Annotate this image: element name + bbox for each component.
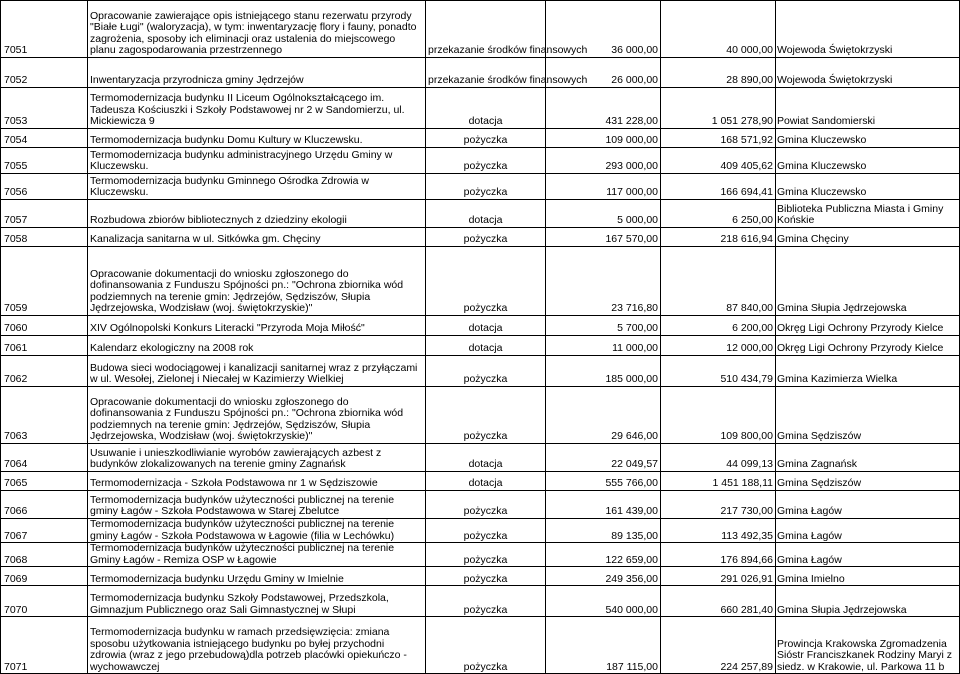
row-support-form: pożyczka xyxy=(426,356,546,387)
row-description: Opracowanie dokumentacji do wniosku zgłoszonego do dofinansowania z Funduszu Spójności pn.: "Ochrona zbiornika wód podziemnych na terenie gmin: Jędrzejów, Sędziszów, Słupia Jędrzejowska, Wodzisław (woj. świętokrzyskie)" xyxy=(88,247,426,316)
row-institution: Gmina Kluczewsko xyxy=(776,129,960,148)
row-description: Termomodernizacja budynku administracyjnego Urzędu Gminy w Kluczewsku. xyxy=(88,148,426,174)
row-description: Termomodernizacja budynków użyteczności publicznej na terenie gminy Łagów - Szkoła Podstawowa w Łagowie (filia w Lechówku) xyxy=(88,519,426,543)
row-institution: Gmina Imielno xyxy=(776,567,960,586)
row-amount: 187 115,00 xyxy=(546,617,661,674)
row-number: 7064 xyxy=(1,444,88,472)
row-support-form: pożyczka xyxy=(426,491,546,519)
row-support-form: dotacja xyxy=(426,336,546,356)
row-amount: 249 356,00 xyxy=(546,567,661,586)
row-institution: Gmina Sędziszów xyxy=(776,387,960,444)
row-total-cost: 12 000,00 xyxy=(661,336,776,356)
row-number: 7053 xyxy=(1,88,88,129)
row-amount: 5 000,00 xyxy=(546,200,661,228)
row-description: Budowa sieci wodociągowej i kanalizacji sanitarnej wraz z przyłączami w ul. Wesołej, Zielonej i Niecałej w Kazimierzy Wielkiej xyxy=(88,356,426,387)
row-description: Termomodernizacja budynku Szkoły Podstawowej, Przedszkola, Gimnazjum Publicznego oraz Sali Gimnastycznej w Słupi xyxy=(88,586,426,617)
row-institution: Okręg Ligi Ochrony Przyrody Kielce xyxy=(776,336,960,356)
row-total-cost: 168 571,92 xyxy=(661,129,776,148)
row-total-cost: 1 051 278,90 xyxy=(661,88,776,129)
row-description: Termomodernizacja budynku w ramach przedsięwzięcia: zmiana sposobu użytkowania istniejącego budynku po byłej przychodni zdrowia (wraz z jego przebudową)dla potrzeb placówki opiekuńczo - wychowawczej xyxy=(88,617,426,674)
row-institution: Gmina Łagów xyxy=(776,491,960,519)
table-row xyxy=(1,336,960,356)
row-amount: 11 000,00 xyxy=(546,336,661,356)
row-institution: Gmina Słupia Jędrzejowska xyxy=(776,247,960,316)
row-description: Inwentaryzacja przyrodnicza gminy Jędrzejów xyxy=(88,58,426,88)
row-description: Rozbudowa zbiorów bibliotecznych z dziedziny ekologii xyxy=(88,200,426,228)
row-description: Termomodernizacja - Szkoła Podstawowa nr 1 w Sędziszowie xyxy=(88,472,426,491)
row-description: Termomodernizacja budynków użyteczności publicznej na terenie Gminy Łagów - Remiza OSP w Łagowie xyxy=(88,543,426,567)
row-number: 7071 xyxy=(1,617,88,674)
row-institution: Gmina Kluczewsko xyxy=(776,148,960,174)
row-total-cost: 6 250,00 xyxy=(661,200,776,228)
row-amount: 109 000,00 xyxy=(546,129,661,148)
row-amount: 161 439,00 xyxy=(546,491,661,519)
row-number: 7058 xyxy=(1,228,88,247)
row-institution: Wojewoda Świętokrzyski xyxy=(776,1,960,58)
table-row xyxy=(1,444,960,472)
row-amount: 293 000,00 xyxy=(546,148,661,174)
table-row xyxy=(1,129,960,148)
row-institution: Okręg Ligi Ochrony Przyrody Kielce xyxy=(776,316,960,336)
row-institution: Powiat Sandomierski xyxy=(776,88,960,129)
row-amount: 117 000,00 xyxy=(546,174,661,200)
row-description: XIV Ogólnopolski Konkurs Literacki "Przyroda Moja Miłość" xyxy=(88,316,426,336)
row-support-form: pożyczka xyxy=(426,228,546,247)
row-amount: 185 000,00 xyxy=(546,356,661,387)
row-amount: 36 000,00 xyxy=(546,1,661,58)
table-row xyxy=(1,174,960,200)
row-support-form: przekazanie środków finansowych xyxy=(426,58,546,88)
row-support-form: pożyczka xyxy=(426,174,546,200)
row-total-cost: 166 694,41 xyxy=(661,174,776,200)
row-description: Usuwanie i unieszkodliwianie wyrobów zawierających azbest z budynków zlokalizowanych na terenie gminy Zagnańsk xyxy=(88,444,426,472)
row-number: 7063 xyxy=(1,387,88,444)
row-description: Termomodernizacja budynku Urzędu Gminy w Imielnie xyxy=(88,567,426,586)
row-institution: Gmina Sędziszów xyxy=(776,472,960,491)
row-description: Opracowanie dokumentacji do wniosku zgłoszonego do dofinansowania z Funduszu Spójności pn.: "Ochrona zbiornika wód podziemnych na terenie gmin: Jędrzejów, Sędziszów, Słupia Jędrzejowska, Wodzisław (woj. świętokrzyskie)" xyxy=(88,387,426,444)
row-institution: Gmina Łagów xyxy=(776,519,960,543)
row-institution: Prowincja Krakowska Zgromadzenia Sióstr Franciszkanek Rodziny Maryi z siedz. w Krakowie, ul. Parkowa 11 b xyxy=(776,617,960,674)
row-support-form: dotacja xyxy=(426,444,546,472)
table-row xyxy=(1,228,960,247)
row-total-cost: 224 257,89 xyxy=(661,617,776,674)
row-amount: 540 000,00 xyxy=(546,586,661,617)
row-total-cost: 6 200,00 xyxy=(661,316,776,336)
row-amount: 555 766,00 xyxy=(546,472,661,491)
row-number: 7057 xyxy=(1,200,88,228)
row-total-cost: 40 000,00 xyxy=(661,1,776,58)
table-row xyxy=(1,247,960,316)
row-number: 7060 xyxy=(1,316,88,336)
table-row xyxy=(1,472,960,491)
row-institution: Gmina Chęciny xyxy=(776,228,960,247)
table-row xyxy=(1,543,960,567)
row-description: Termomodernizacja budynków użyteczności publicznej na terenie gminy Łagów - Szkoła Podstawowa w Starej Zbelutce xyxy=(88,491,426,519)
row-support-form: dotacja xyxy=(426,472,546,491)
row-support-form: pożyczka xyxy=(426,543,546,567)
row-support-form: pożyczka xyxy=(426,148,546,174)
row-number: 7068 xyxy=(1,543,88,567)
row-support-form: dotacja xyxy=(426,200,546,228)
row-total-cost: 409 405,62 xyxy=(661,148,776,174)
row-number: 7054 xyxy=(1,129,88,148)
row-support-form: pożyczka xyxy=(426,586,546,617)
table-row xyxy=(1,586,960,617)
row-number: 7070 xyxy=(1,586,88,617)
table-row xyxy=(1,519,960,543)
row-number: 7052 xyxy=(1,58,88,88)
row-number: 7065 xyxy=(1,472,88,491)
table-row xyxy=(1,387,960,444)
row-number: 7061 xyxy=(1,336,88,356)
row-institution: Biblioteka Publiczna Miasta i Gminy Końskie xyxy=(776,200,960,228)
table-row xyxy=(1,1,960,58)
row-amount: 5 700,00 xyxy=(546,316,661,336)
row-total-cost: 109 800,00 xyxy=(661,387,776,444)
table-row xyxy=(1,617,960,674)
row-support-form: pożyczka xyxy=(426,387,546,444)
row-institution: Gmina Kazimierza Wielka xyxy=(776,356,960,387)
row-support-form: pożyczka xyxy=(426,129,546,148)
table-row xyxy=(1,491,960,519)
row-description: Kanalizacja sanitarna w ul. Sitkówka gm. Chęciny xyxy=(88,228,426,247)
row-number: 7051 xyxy=(1,1,88,58)
row-total-cost: 113 492,35 xyxy=(661,519,776,543)
row-total-cost: 660 281,40 xyxy=(661,586,776,617)
row-number: 7056 xyxy=(1,174,88,200)
row-total-cost: 510 434,79 xyxy=(661,356,776,387)
row-description: Termomodernizacja budynku II Liceum Ogólnokształcącego im. Tadeusza Kościuszki i Szkoły Podstawowej nr 2 w Sandomierzu, ul. Mickiewicza 9 xyxy=(88,88,426,129)
row-total-cost: 217 730,00 xyxy=(661,491,776,519)
row-amount: 122 659,00 xyxy=(546,543,661,567)
row-institution: Gmina Kluczewsko xyxy=(776,174,960,200)
row-total-cost: 218 616,94 xyxy=(661,228,776,247)
row-institution: Wojewoda Świętokrzyski xyxy=(776,58,960,88)
table-row xyxy=(1,88,960,129)
row-amount: 431 228,00 xyxy=(546,88,661,129)
row-number: 7055 xyxy=(1,148,88,174)
row-amount: 167 570,00 xyxy=(546,228,661,247)
row-description: Opracowanie zawierające opis istniejącego stanu rezerwatu przyrody "Białe Ługi" (waloryzacja), w tym: inwentaryzację flory i fauny, ponadto zagrożenia, sposoby ich eliminacji oraz ustalenia do miejscowego planu zagospodarowania przestrzennego xyxy=(88,1,426,58)
table-body xyxy=(1,1,960,674)
row-amount: 26 000,00 xyxy=(546,58,661,88)
row-description: Termomodernizacja budynku Gminnego Ośrodka Zdrowia w Kluczewsku. xyxy=(88,174,426,200)
row-support-form: przekazanie środków finansowych xyxy=(426,1,546,58)
row-support-form: dotacja xyxy=(426,88,546,129)
row-total-cost: 28 890,00 xyxy=(661,58,776,88)
row-number: 7069 xyxy=(1,567,88,586)
row-institution: Gmina Zagnańsk xyxy=(776,444,960,472)
row-institution: Gmina Łagów xyxy=(776,543,960,567)
row-total-cost: 176 894,66 xyxy=(661,543,776,567)
row-amount: 22 049,57 xyxy=(546,444,661,472)
row-support-form: pożyczka xyxy=(426,519,546,543)
row-number: 7067 xyxy=(1,519,88,543)
table-row xyxy=(1,58,960,88)
table-row xyxy=(1,148,960,174)
row-description: Termomodernizacja budynku Domu Kultury w Kluczewsku. xyxy=(88,129,426,148)
row-number: 7059 xyxy=(1,247,88,316)
row-total-cost: 1 451 188,11 xyxy=(661,472,776,491)
row-total-cost: 44 099,13 xyxy=(661,444,776,472)
table-row xyxy=(1,200,960,228)
row-total-cost: 291 026,91 xyxy=(661,567,776,586)
row-description: Kalendarz ekologiczny na 2008 rok xyxy=(88,336,426,356)
table-row xyxy=(1,316,960,336)
row-amount: 89 135,00 xyxy=(546,519,661,543)
row-amount: 23 716,80 xyxy=(546,247,661,316)
row-support-form: pożyczka xyxy=(426,247,546,316)
table-row xyxy=(1,356,960,387)
row-support-form: pożyczka xyxy=(426,567,546,586)
row-number: 7066 xyxy=(1,491,88,519)
row-support-form: dotacja xyxy=(426,316,546,336)
row-number: 7062 xyxy=(1,356,88,387)
row-total-cost: 87 840,00 xyxy=(661,247,776,316)
row-institution: Gmina Słupia Jędrzejowska xyxy=(776,586,960,617)
row-amount: 29 646,00 xyxy=(546,387,661,444)
table-row xyxy=(1,567,960,586)
row-support-form: pożyczka xyxy=(426,617,546,674)
